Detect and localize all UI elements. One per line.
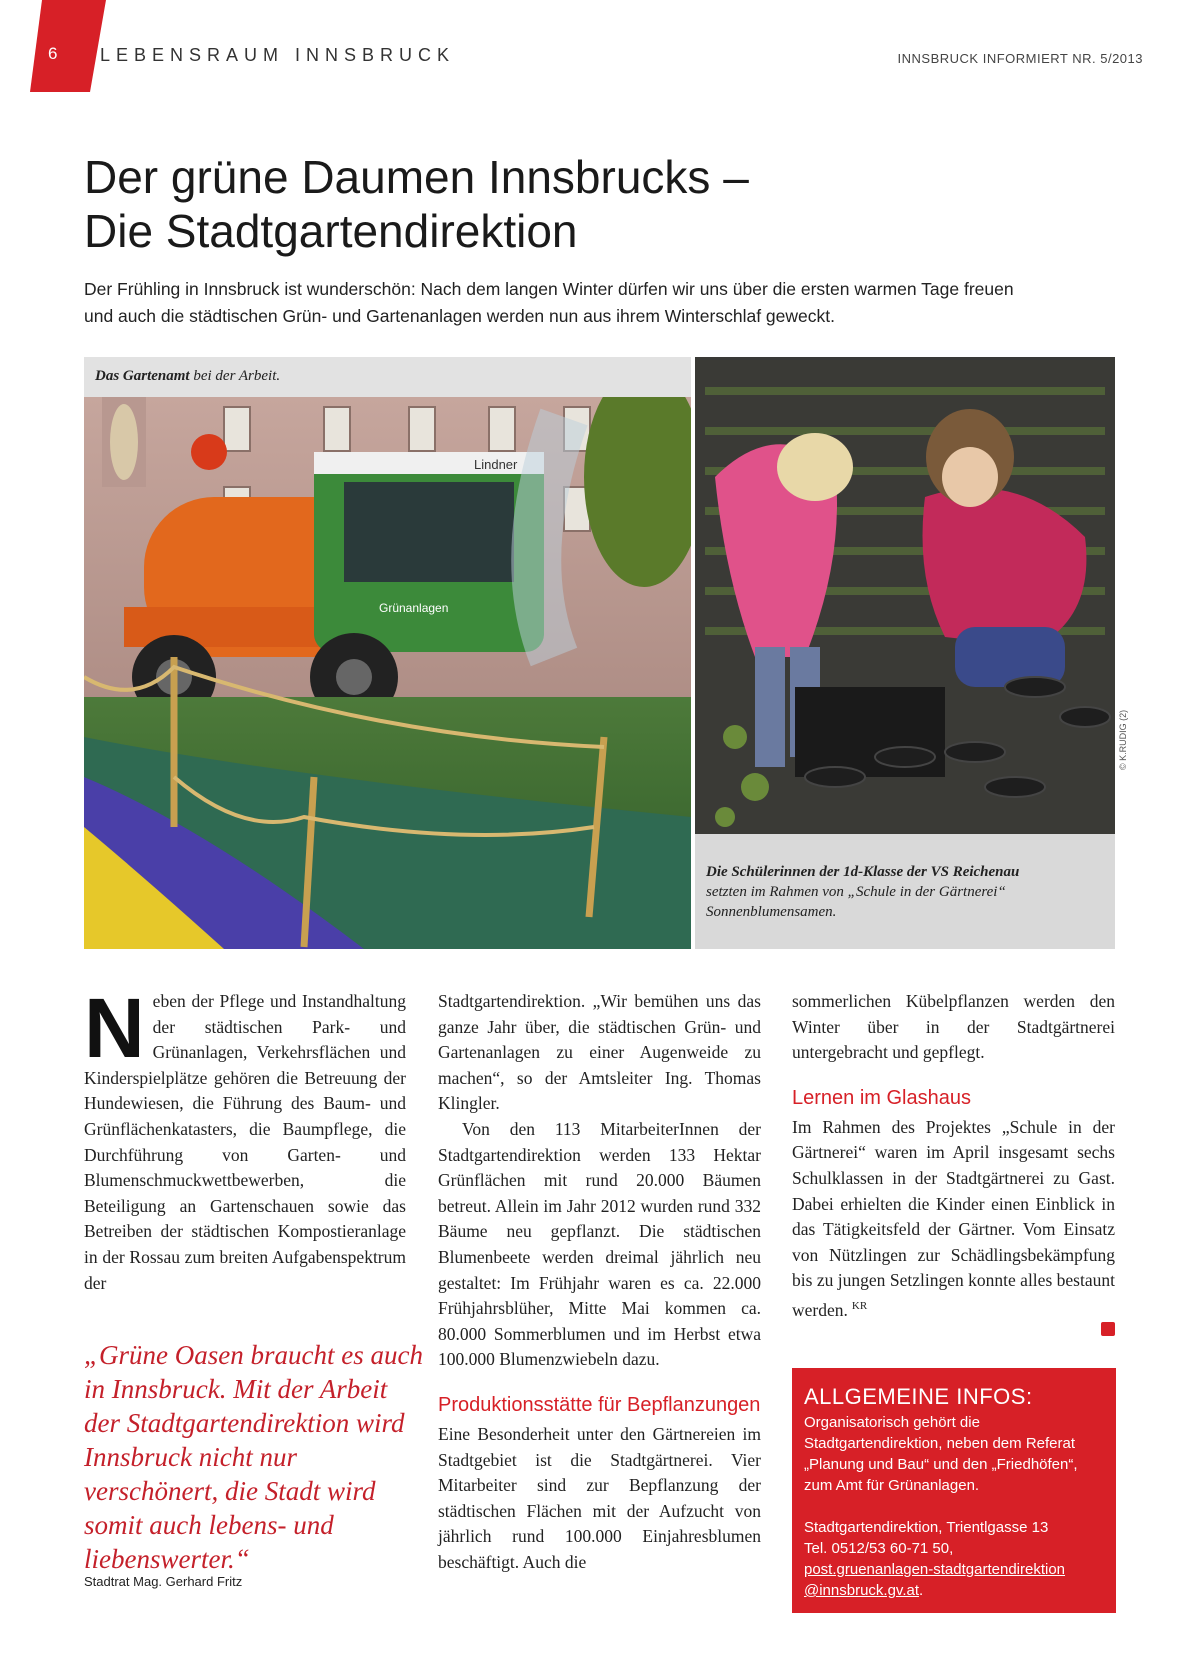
issue-label: INNSBRUCK INFORMIERT NR. 5/2013 <box>897 51 1143 66</box>
body-column-2 <box>438 989 761 1575</box>
caption-left-rest: bei der Arbeit. <box>189 368 281 384</box>
info-box <box>792 1368 1116 1613</box>
subhead-glasshouse: Lernen im Glashaus <box>792 1086 971 1109</box>
caption-left-bold: Das Gartenamt <box>95 368 190 384</box>
caption-right-bold: Die Schülerinnen der 1d-Klasse der VS Reichenau <box>706 864 1020 880</box>
section-title: LEBENSRAUM INNSBRUCK <box>100 45 456 65</box>
planting-illustration <box>695 357 1115 834</box>
photo-maintenance-vehicle <box>84 357 691 949</box>
author-initials: KR <box>851 1299 868 1312</box>
email-part-1: post.gruenanlagen-stadtgartendirektion <box>804 1561 1066 1578</box>
page-number: 6 <box>48 44 58 63</box>
info-box-address: Stadtgartendirektion, Trientlgasse 13 <box>804 1519 1049 1536</box>
info-box-text: Organisatorisch gehört die Stadtgartendirektion, neben dem Referat „Planung und Bau“ und den „Friedhöfen“, zum Amt für Grünanlagen. <box>804 1414 1078 1494</box>
col3-paragraph-1: sommerlichen Kübelpflanzen werden den Winter über in der Stadtgärtnerei untergebracht und gepflegt. <box>792 991 1115 1063</box>
email-suffix: . <box>919 1582 924 1599</box>
headline-line-2: Die Stadtgartendirektion <box>84 205 578 257</box>
pull-quote: „Grüne Oasen braucht es auch in Innsbruck. Mit der Arbeit der Stadtgartendirektion wird Innsbruck nicht nur verschönert, die Stadt wird somit auch lebens- und liebenswerter.“ <box>84 1340 423 1574</box>
info-box-email-link[interactable] <box>804 1561 1065 1599</box>
col2-paragraph-2: Von den 113 MitarbeiterInnen der Stadtgartendirektion werden 133 Hektar Grünflächen mit rund 20.000 Bäumen betreut. Allein im Jahr 2012 wurden rund 332 Bäume neu gepflanzt. Die städtischen Blumenbeete werden dreimal jährlich neu gestaltet: Im Frühjahr waren es ca. 22.000 Frühjahrsblüher, Mitte Mai kommen ca. 80.000 Sommerblumen und im Herbst etwa 100.000 Blumenzwiebeln dazu. <box>438 1118 761 1370</box>
photo-credit: © K.RUDIG (2) <box>1118 709 1128 770</box>
col2-paragraph-1: Stadtgartendirektion. „Wir bemühen uns das ganze Jahr über, die städtischen Grün- und Gartenanlagen zu einer Augenweide zu machen“, so der Amtsleiter Ing. Thomas Klingler. <box>438 991 761 1114</box>
body-column-1 <box>84 981 406 1296</box>
vehicle-illustration <box>84 357 691 949</box>
page-number-tab <box>30 0 106 92</box>
col3-paragraph-2-text: Im Rahmen des Projektes „Schule in der Gärtnerei“ waren im April insgesamt sechs Schulklassen in der Stadtgärtnerei zu Gast. Dabei erhielten die Kinder einen Einblick in das Tätigkeitsfeld der Gärtner. Vom Einsatz von Nützlingen zur Schädlingsbekämpfung bis zu jungen Setzlingen konnte alles bestaunt werden. <box>792 1116 1115 1320</box>
article-end-mark <box>1101 1322 1115 1336</box>
email-part-2: @innsbruck.gv.at <box>804 1582 919 1599</box>
vehicle-side-label: Grünanlagen <box>379 601 449 615</box>
vehicle-brand-label: Lindner <box>474 457 518 472</box>
subhead-production: Produktionsstätte für Bepflanzungen <box>438 1393 761 1416</box>
col1-paragraph-1: eben der Pflege und Instandhaltung der städtischen Park- und Grünanlagen, Verkehrsflächen und Kinderspielplätze gehören die Betreuung der Hundewiesen, die Führung des Baum- und Grünflächenkatasters, die Baumpflege, die Durchführung von Garten- und Blumenschmuckwettbewerben, die Beteiligung an Gartenschauen sowie das Betreiben der städtischen Kompostieranlage in der Rossau zum breiten Aufgabenspektrum der <box>84 991 406 1293</box>
info-box-phone: Tel. 0512/53 60-71 50, <box>804 1540 954 1557</box>
headline-line-1: Der grüne Daumen Innsbrucks – <box>84 151 749 203</box>
caption-right-rest: setzten im Rahmen von „Schule in der Gärtnerei“ Sonnenblumensamen. <box>706 884 1006 920</box>
col2-paragraph-3: Eine Besonderheit unter den Gärtnereien im Stadtgebiet ist die Stadtgärtnerei. Vier Mitarbeiter sind zur Bepflanzung der städtischen Flächen mit der Aufzucht von jährlich rund 100.000 Einjahresblumen beschäftigt. Auch die <box>438 1423 761 1572</box>
article-headline <box>84 150 1084 258</box>
info-box-contact <box>804 1517 1104 1601</box>
caption-right <box>706 862 1106 922</box>
drop-cap: N <box>84 981 145 1075</box>
body-column-3 <box>792 989 1115 1323</box>
pull-quote-author: Stadtrat Mag. Gerhard Fritz <box>84 1574 243 1589</box>
caption-left <box>95 368 280 385</box>
col3-paragraph-2 <box>792 1115 1115 1324</box>
info-box-title: ALLGEMEINE INFOS: <box>804 1384 1033 1409</box>
article-intro: Der Frühling in Innsbruck ist wunderschön: Nach dem langen Winter dürfen wir uns über die ersten warmen Tage freuen und auch die städtischen Grün- und Gartenanlagen werden nun aus ihrem Winterschlaf geweckt. <box>84 279 1014 326</box>
